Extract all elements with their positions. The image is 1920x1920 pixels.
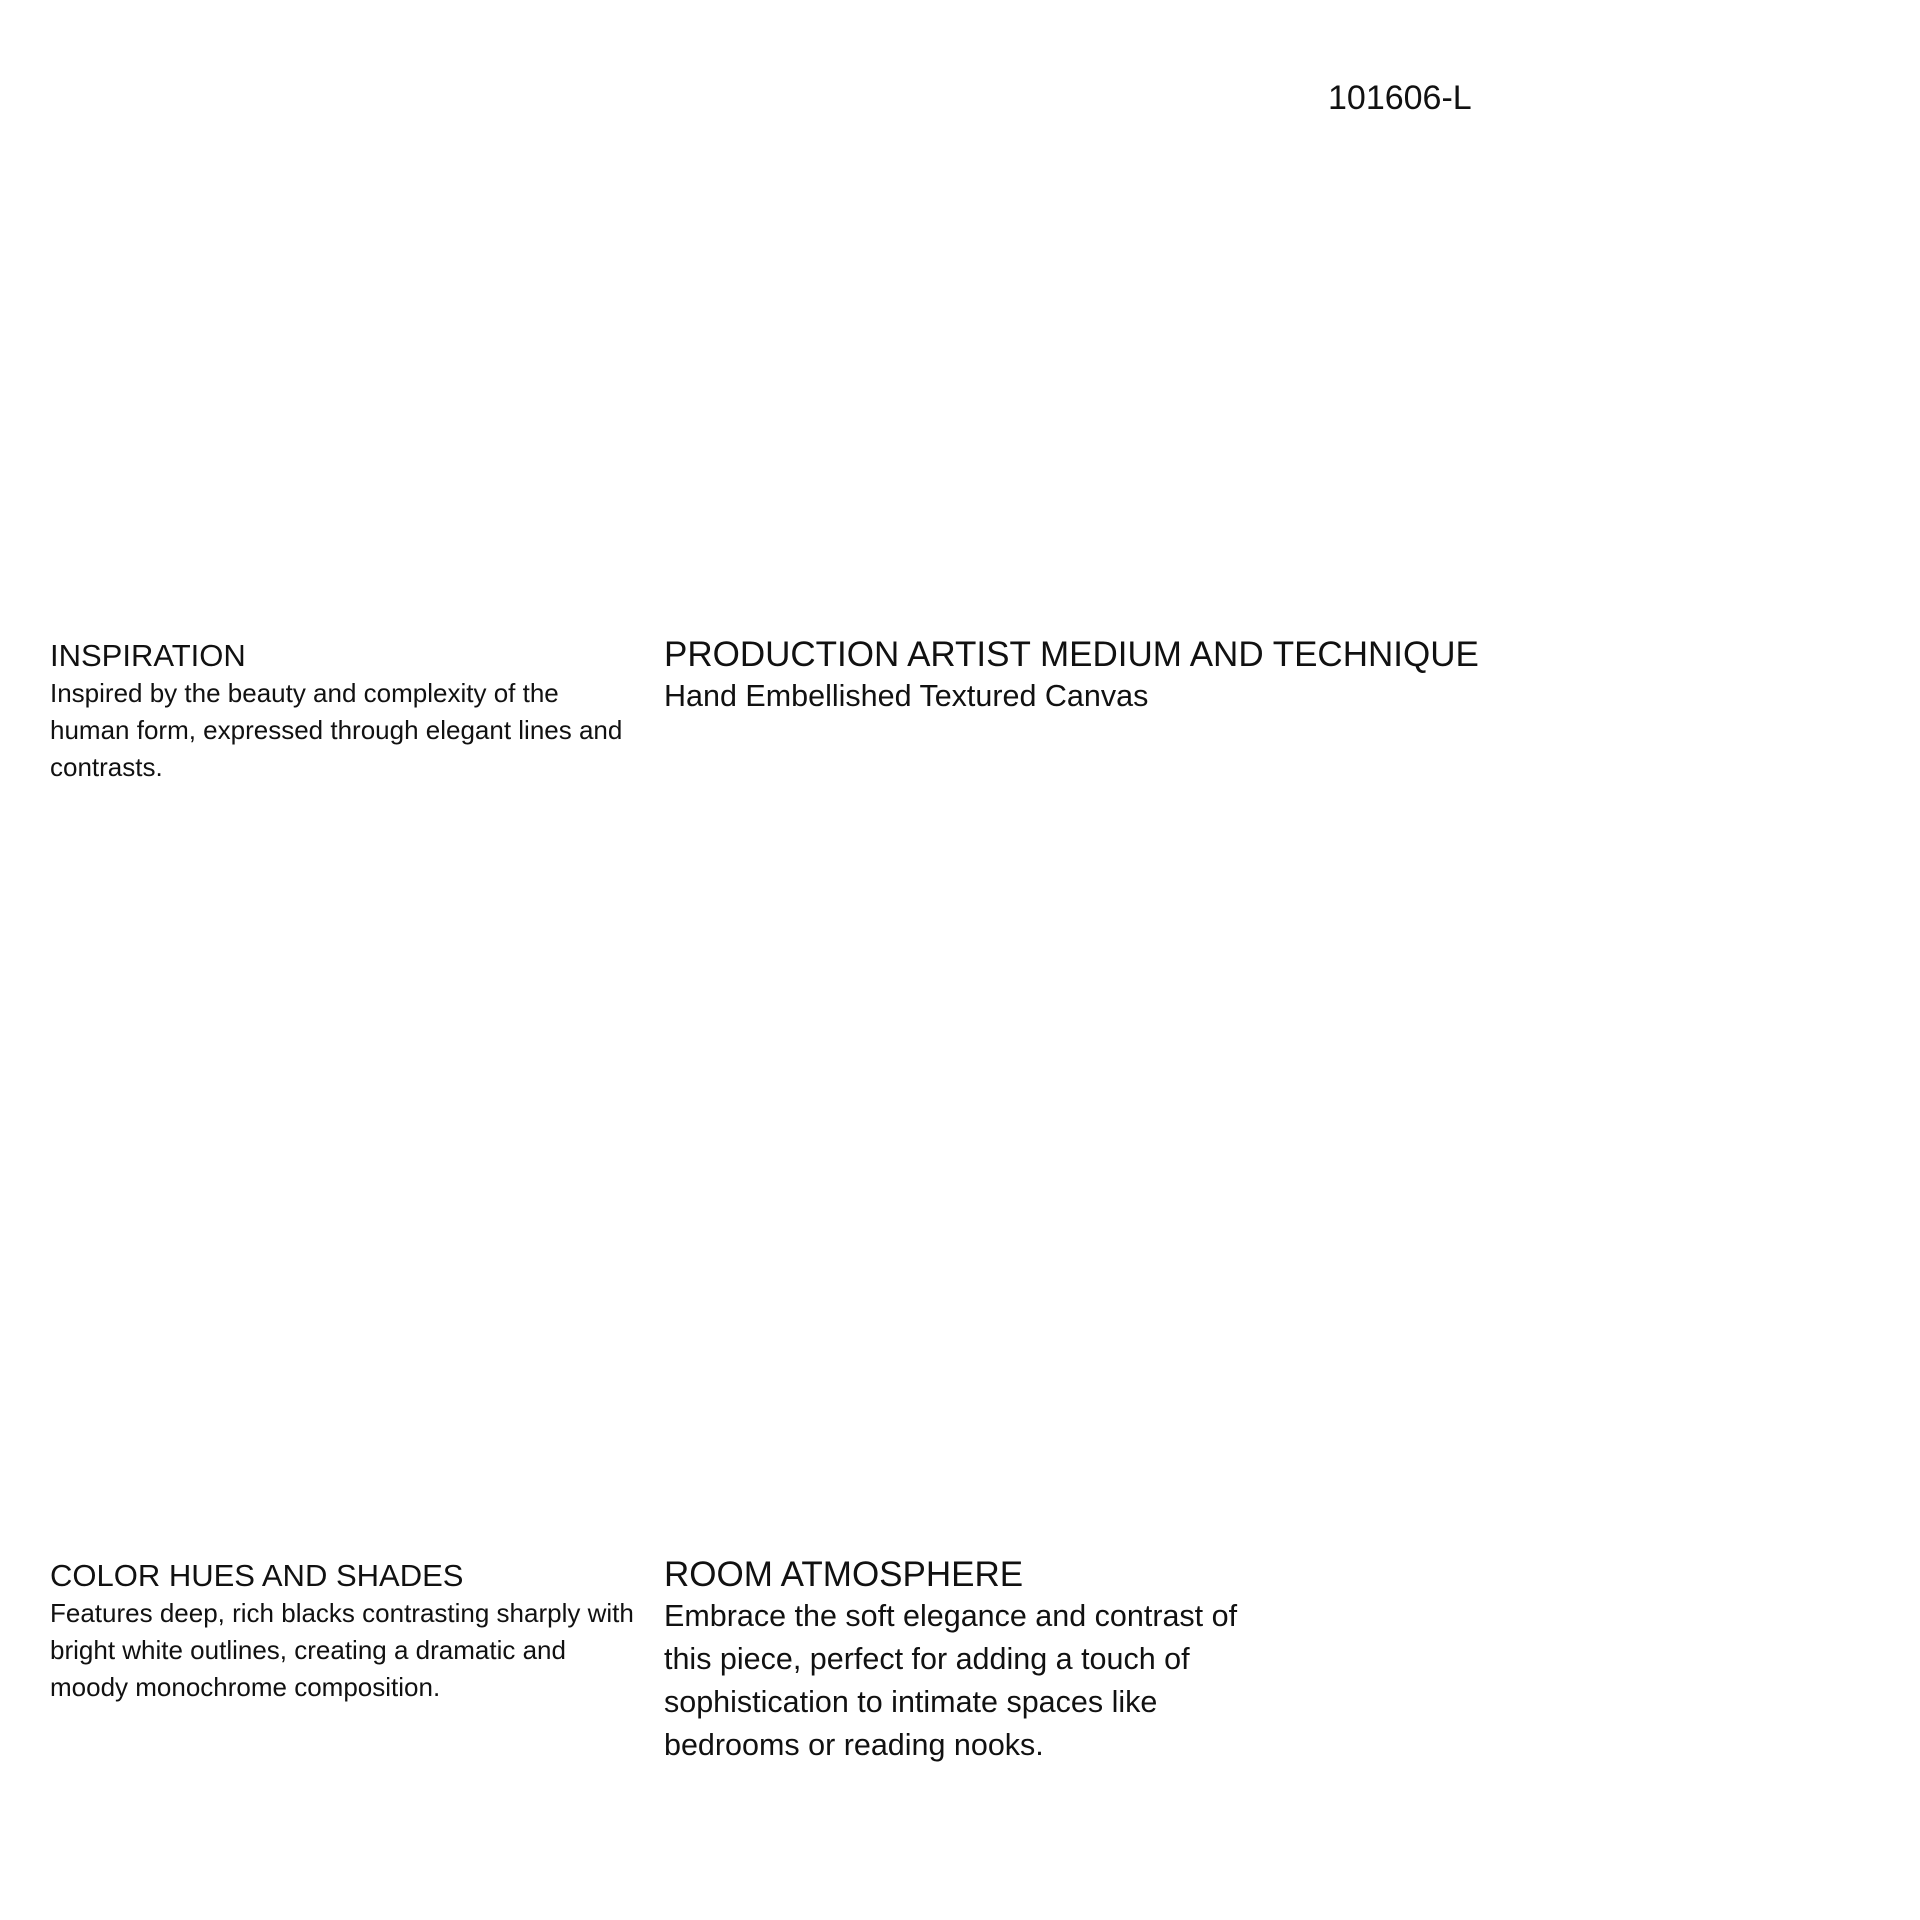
room-section: [664, 1555, 1244, 1767]
room-text: Embrace the soft elegance and contrast of this piece, perfect for adding a touch of sophistication to intimate spaces like bedrooms or reading nooks.: [664, 1599, 1238, 1762]
room-heading: ROOM ATMOSPHERE: [664, 1555, 1024, 1594]
color-heading: COLOR HUES AND SHADES: [50, 1558, 464, 1593]
production-heading: PRODUCTION ARTIST MEDIUM AND TECHNIQUE: [664, 635, 1479, 674]
color-section: [50, 1557, 640, 1706]
inspiration-heading: INSPIRATION: [50, 638, 246, 673]
product-code: 101606-L: [1328, 79, 1472, 117]
inspiration-section: [50, 637, 630, 786]
production-section: [664, 635, 1564, 718]
inspiration-text: Inspired by the beauty and complexity of the human form, expressed through elegant lines and contrasts.: [50, 678, 623, 782]
production-text: Hand Embellished Textured Canvas: [664, 679, 1149, 713]
color-text: Features deep, rich blacks contrasting sharply with bright white outlines, creating a dramatic and moody monochrome composition.: [50, 1598, 634, 1702]
